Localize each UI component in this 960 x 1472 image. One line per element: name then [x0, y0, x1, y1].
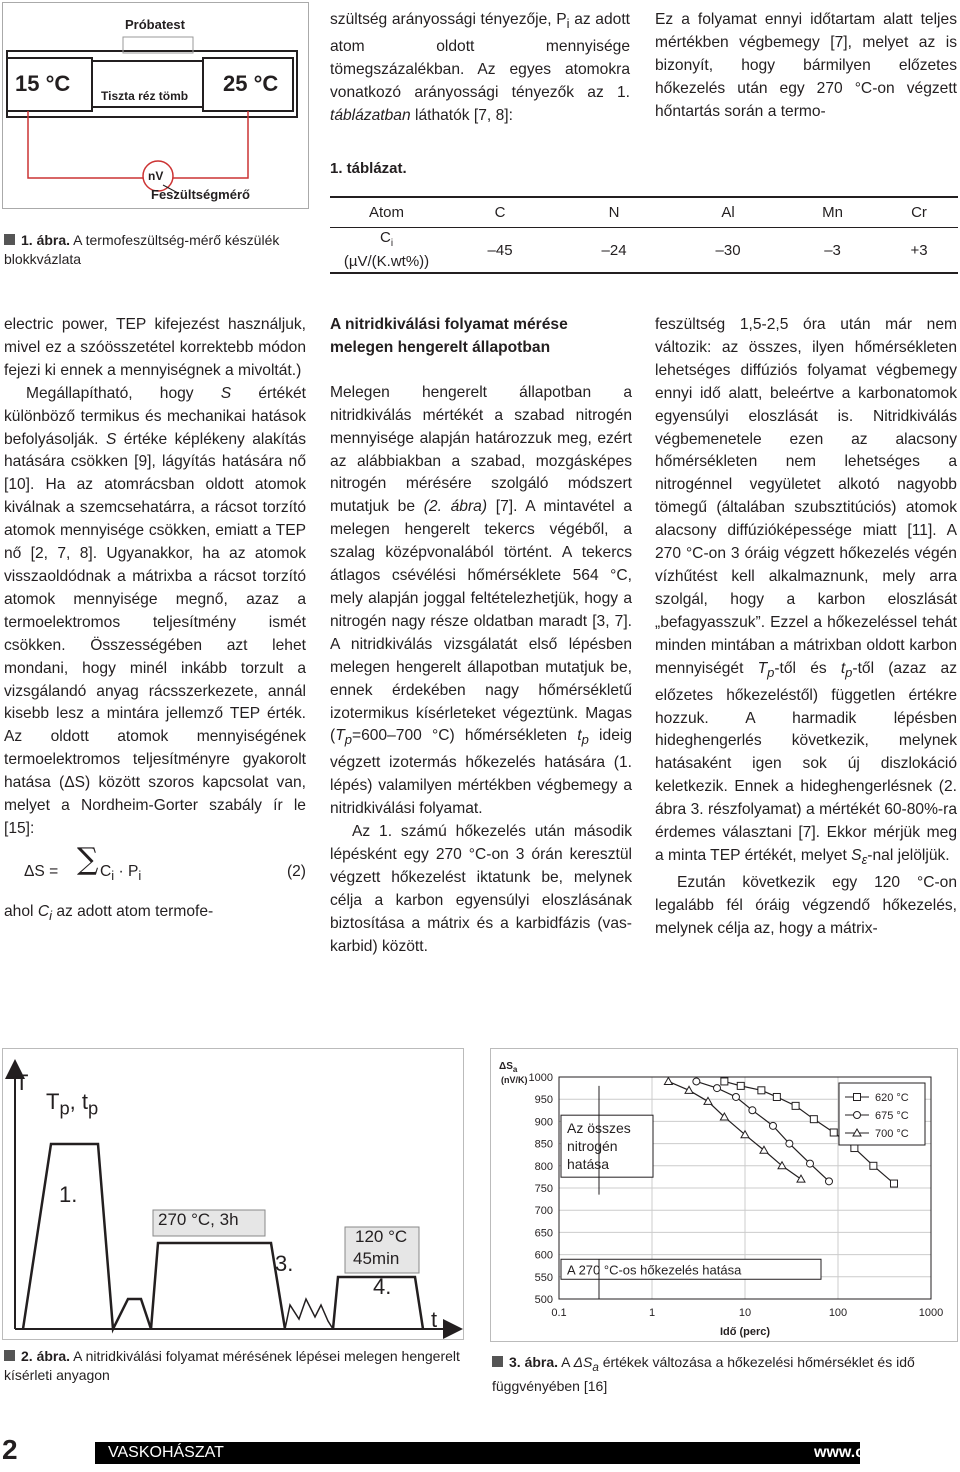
- data-point: [830, 1129, 837, 1136]
- table-cell: –30: [715, 241, 741, 259]
- figure-3-caption-num: 3. ábra.: [509, 1354, 559, 1370]
- caption-square-icon: [492, 1356, 503, 1367]
- legend-marker: [854, 1094, 861, 1101]
- temp-left-label: 15 °C: [15, 71, 71, 96]
- data-point: [704, 1097, 712, 1104]
- step-4-label: 4.: [373, 1274, 392, 1299]
- table-header-element: Mn: [822, 204, 843, 222]
- axis-t-label: T: [15, 1070, 29, 1095]
- temp-right-label: 25 °C: [223, 71, 279, 96]
- figure-2-diagram: [2, 1048, 464, 1340]
- axis-time-label: t: [431, 1307, 438, 1332]
- top-right-text: [655, 9, 957, 124]
- data-point: [773, 1093, 780, 1100]
- x-tick-label: 1000: [918, 1307, 944, 1319]
- journal-name: VASKOHÁSZAT: [108, 1444, 224, 1461]
- data-point: [664, 1077, 672, 1084]
- y-tick-label: 900: [534, 1116, 553, 1129]
- x-axis-label: Idő (perc): [719, 1326, 771, 1338]
- table-row-label: $C_i$ (µV/(K.wt%)): [343, 229, 430, 271]
- paragraph: Az 1. számú hőkezelés után második lépésként egy 270 °C-on 3 órán keresztül végzett hőkezelést iktatunk be, melynek célja a karbon egyensúlyi eloszlásának biztosítása a mátrix és a karbidfázis (vas-karbid) között.: [330, 823, 632, 955]
- delta-s-chart: [491, 1049, 957, 1341]
- meter-symbol: nV: [148, 169, 164, 183]
- equation-rhs: $C_i \cdot P_i$: [100, 862, 142, 883]
- table-header-element: Al: [721, 204, 735, 222]
- y-tick-label: 650: [534, 1227, 553, 1240]
- data-point: [732, 1093, 739, 1100]
- x-tick-label: 1: [648, 1307, 656, 1319]
- figure-2-caption-text: A nitridkiválási folyamat mérésének lépései melegen hengerelt kísérleti anyagon: [4, 1348, 460, 1383]
- data-point: [769, 1122, 776, 1129]
- table-1-title: 1. táblázat.: [330, 160, 407, 177]
- sum-symbol: ∑: [77, 841, 99, 877]
- data-point: [851, 1145, 858, 1152]
- figure-3-caption: [492, 1353, 958, 1396]
- y-tick-label: 550: [534, 1271, 553, 1284]
- step-1-label: 1.: [59, 1182, 78, 1207]
- paragraph: Ezután következik egy 120 °C-on legalább fél óráig végzendő hőkezelés, melynek célja az, hogy a mátrix-: [655, 873, 957, 937]
- table-cell: +3: [910, 241, 928, 259]
- y-axis-label-2: (nV/K): [501, 1075, 528, 1085]
- data-point: [890, 1180, 897, 1187]
- section-heading: A nitridkiválási folyamat mérése melegen hengerelt állapotban: [330, 316, 568, 356]
- paragraph: electric power, TEP kifejezést használjuk, mivel ez a szóösszetétel korrektebb módon fejezi ki ennek a mennyiségnek a mivoltát.): [4, 316, 306, 379]
- legend-label: 700 °C: [875, 1128, 909, 1140]
- caption-square-icon: [4, 1350, 15, 1361]
- step-3-label: 3.: [275, 1251, 294, 1276]
- data-point: [792, 1102, 799, 1109]
- box-120-label-b: 45min: [353, 1249, 400, 1268]
- annotation-top-line-3: hatása: [567, 1156, 610, 1173]
- y-axis-label-1: $\Delta S_a$: [499, 1061, 518, 1074]
- data-point: [810, 1116, 817, 1123]
- y-tick-label: 1000: [528, 1072, 553, 1084]
- body-column-2: [330, 314, 632, 959]
- y-tick-label: 750: [534, 1183, 553, 1195]
- figure-1-caption-text: A termofeszültség-mérő készülék blokkvázlata: [4, 232, 280, 267]
- table-cell: –3: [824, 241, 841, 259]
- table-1: [330, 196, 958, 274]
- table-header-element: Cr: [911, 204, 927, 222]
- x-tick-label: 100: [828, 1307, 848, 1319]
- table-header-element: C: [494, 204, 506, 222]
- annotation-bottom-text: A 270 °C-os hőkezelés hatása: [567, 1262, 742, 1278]
- figure-1-caption-num: 1. ábra.: [21, 232, 71, 248]
- box-120-label-a: 120 °C: [355, 1227, 408, 1246]
- paragraph: Melegen hengerelt állapotban a nitridkiválás mértékét a szabad nitrogén mennyisége alapján határozzuk meg, ezért az alábbiakban a szabad, mozgásképes nitrogén mérésére szolgáló módszert mutatjuk be (2. ábra) [7]. A mintavétel a melegen hengerelt tekercs végéből, a szalag középvonalából történt. A tekercs átlagos csévélési hőmérséklete 564 °C, mely alapján joggal feltételezhetjük, hogy a nitrogén nagy része oldatban maradt [3, 7]. A nitridkiválás vizsgálatát első lépésben melegen hengerelt állapotban mutatjuk be, ennek érdekében nagy hőmérsékletű izotermikus kísérleteket végeztünk. Magas ($T_p=600-700$ °C) hőmérsékleten $t_p$ ideig végzett izotermás hőkezelés hatására (1. lépés) valamilyen mértékben végbemegy a nitridkiválási folyamat.: [330, 383, 633, 818]
- data-point: [721, 1078, 728, 1085]
- probatest-label: Próbatest: [125, 17, 185, 32]
- table-cell: –45: [487, 241, 513, 259]
- data-point: [749, 1107, 756, 1114]
- figure-3-caption-a: A: [561, 1354, 574, 1370]
- body-column-1: [4, 314, 306, 928]
- table-header-element: N: [608, 204, 620, 222]
- tp-label: $T_p$, $t_p$: [46, 1089, 99, 1119]
- equation: [4, 841, 306, 901]
- figure-2-caption: [4, 1347, 474, 1385]
- caption-square-icon: [4, 234, 15, 245]
- legend-label: 620 °C: [875, 1092, 909, 1104]
- paragraph: feszültség 1,5-2,5 óra után már nem változik: az összes, ilyen hőmérsékleten lehetséges diffúziós folyamat végbemegy ennyi idő alatt, beleértve a karbonatomok egyensúlyi eloszlását is. Nitridkiválás végbemenetele ezen az alacsony hőmérsékleten nem lehetséges a nitrogénnel vegyületet alkotó nagyobb tömegű (általában szubsztitúciós) atomok alacsony diffúzióképessége miatt [11]. A 270 °C-on 3 óráig végzett hőkezelés végén vízhűtést kell alkalmaznunk, mely arra szolgál, hogy a karbon eloszlását „befagyasszuk”. Ezzel a hőkezeléssel tehát minden mintában a mátrixban oldott karbon mennyiségét $T_p$-től és $t_p$-től (azaz az előzetes hőkezeléstől) független értékre hozzuk. A harmadik lépésben hideghengerlés következik, melynek hatásaként igen sok új diszlokáció keletkezik. Ennek a hideghengerlésnek (2. ábra 3. részfolyamat) a mértékét 60-80%-ra érdemes választani [7]. Ekkor mérjük meg a minta TEP értékét, melyet $S_\varepsilon$-nal jelöljük.: [655, 316, 958, 868]
- figure-2-caption-num: 2. ábra.: [21, 1348, 71, 1364]
- legend-label: 675 °C: [875, 1110, 909, 1122]
- x-tick-label: 10: [738, 1307, 752, 1319]
- top-right-paragraph: Ez a folyamat ennyi időtartam alatt teljes mértékben végbemegy [7], melyet az is bizonyít, hogy bármilyen előzetes hőkezelés után egy 270 °C-on végzett hőntartás során a termo-: [655, 11, 957, 120]
- data-point: [786, 1140, 793, 1147]
- figure-3-caption-b: értékek változása a hőkezelési hőmérséklet és idő függvényében [16]: [492, 1354, 915, 1394]
- paragraph: ahol $C_i$ az adott atom termofe-: [4, 902, 214, 923]
- table-header-atom: Atom: [369, 204, 405, 222]
- top-middle-text: [330, 9, 630, 128]
- data-point: [693, 1078, 700, 1085]
- figure-1-diagram: [2, 2, 309, 209]
- annotation-top-line-1: Az összes: [567, 1120, 631, 1137]
- page-number: 2: [2, 1434, 18, 1465]
- data-point: [737, 1082, 744, 1089]
- table-cell: –24: [601, 241, 627, 259]
- data-point: [797, 1175, 805, 1182]
- equation-number: (2): [286, 862, 306, 880]
- figure-3-caption-sym: $\Delta S_a$: [573, 1354, 599, 1374]
- data-point: [807, 1160, 814, 1167]
- y-tick-label: 800: [534, 1160, 553, 1173]
- data-point: [870, 1162, 877, 1169]
- legend-marker: [854, 1112, 861, 1119]
- y-tick-label: 700: [534, 1205, 553, 1218]
- y-tick-label: 500: [534, 1294, 553, 1306]
- meter-label: Feszültségmérő: [151, 187, 250, 202]
- top-middle-paragraph: szültség arányossági tényezője, $P_i$ az adott atom oldott mennyisége tömegszázalékban. Az egyes atomokra vonatkozó arányossági tényezők az 1. táblázatban láthatók [7, 8]:: [330, 11, 630, 124]
- box-270-label: 270 °C, 3h: [158, 1210, 239, 1229]
- data-point: [758, 1087, 765, 1094]
- footer-url: www.ombkenet.hu: [814, 1444, 955, 1461]
- x-tick-label: 0.1: [551, 1307, 567, 1319]
- body-column-3: [655, 314, 957, 941]
- annotation-top-line-2: nitrogén: [567, 1138, 618, 1155]
- data-point: [714, 1085, 721, 1092]
- paragraph: Megállapítható, hogy S értékét különböző termikus és mechanikai hatások befolyásolják. S értéke képlékeny alakítás hatására csökken [9], lágyítás hatására nő [10]. Ha az atomrácsban oldott atomok kiválnak a szemcsehatárra, a rácsot torzító atomok mennyisége csökken, emiatt a TEP nő [2, 7, 8]. Ugyanakkor, ha az atomok visszaoldódnak a mátrixba a rácsot torzító atomok mennyisége megnő, azaz a termoelektromos teljesítmény ismét csökken. Összességében azt lehet mondani, hogy minél inkább torzult a vizsgálandó anyag rácsszerkezete, annál kisebb lesz a mintára jellemző TEP érték. Az oldott atomok mennyiségének termoelektromos teljesítményre gyakorolt hatása (ΔS) között szoros kapcsolat van, melyet a Nordheim-Gorter szabály ír le [15]:: [4, 384, 306, 837]
- y-tick-label: 950: [534, 1094, 553, 1107]
- figure-1-caption: [4, 231, 306, 269]
- block-label: Tiszta réz tömb: [101, 89, 189, 103]
- equation-lhs: ΔS =: [24, 862, 59, 880]
- y-tick-label: 850: [534, 1138, 553, 1151]
- figure-3-chart-frame: [490, 1048, 958, 1342]
- data-point: [685, 1086, 693, 1093]
- data-point: [825, 1178, 832, 1185]
- y-tick-label: 600: [534, 1249, 553, 1262]
